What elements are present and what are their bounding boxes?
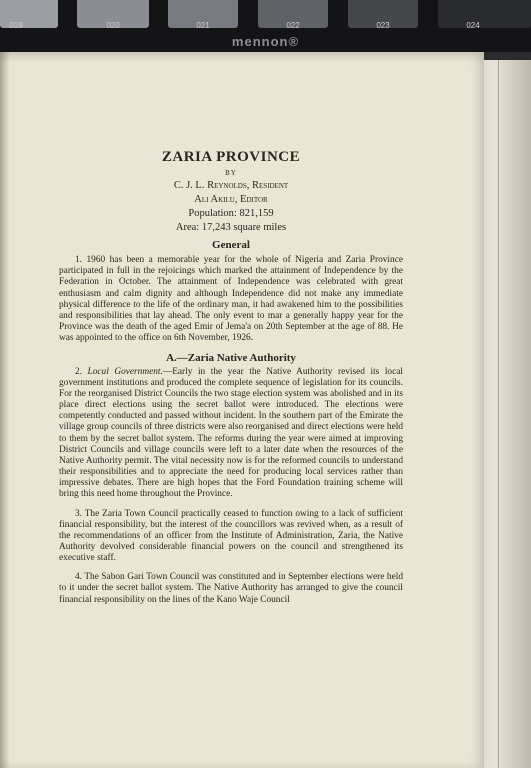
patch-label: 020 (106, 21, 120, 30)
population-line: Population: 821,159 (188, 208, 274, 219)
editor-line: Ali Akilu, Editor (194, 194, 268, 205)
paragraph-4: 4. The Sabon Gari Town Council was constituted and in September elections were held to it under the secret ballot system. The Native Authority has arranged to give the council financial responsibility on the lines of the Kano Waje Council (59, 572, 403, 605)
byline-by: BY (225, 169, 237, 177)
patch-label: 019 (9, 21, 23, 30)
area-line: Area: 17,243 square miles (175, 222, 287, 233)
paragraph-2-subtitle: Local Government. (87, 366, 163, 377)
page-gutter-shadow (0, 52, 10, 768)
paragraph-2 (59, 367, 403, 501)
patch-label: 022 (286, 21, 300, 30)
paragraph-3: 3. The Zaria Town Council practically ceased to function owing to a lack of sufficient financial responsibility, but the interest of the councillors was revived when, as a result of the recommendations of an officer from the Institute of Administration, Zaria, the Native Authority devolved considerable financial powers on the council and strengthened its executive staff. (59, 508, 403, 564)
paragraph-2-body: —Early in the year the Native Authority revised its local government institutions and produced the complete sequence of legislation for its councils. For the reorganised District Councils the two stage election system was abolished and in its place direct elections using the secret ballot were introduced. The elections were competently conducted and passed without incident. In the southern part of the Emirate the village group councils of three districts were also reorganised and direct elections were held to them by the secret ballot system. The reforms during the year were aimed at improving District Councils and village councils were left to a later date when the resources of the Native Authority permit. The vital necessity now is for the reformed councils to understand their responsibilities and to appreciate the need for producing local services rather than impressive debates. There are high hopes that the Ford Foundation training scheme will bring this need home throughout the Province. (59, 366, 403, 500)
brand-logo: mennon® (231, 34, 300, 49)
document-title: ZARIA PROVINCE (161, 149, 301, 165)
patch-label: 023 (376, 21, 390, 30)
heading-general: General (212, 239, 250, 251)
calibration-strip (0, 0, 531, 52)
patch-label: 021 (196, 21, 210, 30)
page-content (59, 97, 403, 606)
paragraph-2-number: 2. (75, 366, 88, 377)
heading-native-authority: A.—Zaria Native Authority (166, 351, 296, 364)
patch-label: 024 (466, 21, 480, 30)
paragraph-1: 1. 1960 has been a memorable year for the whole of Nigeria and Zaria Province participated in full in the rejoicings which marked the attainment of Independence by the Federation in October. The attainment of Independence was celebrated with great enthusiasm and calm dignity and although Independence did not make any immediate physical difference to the life of the ordinary man, it had awakened him to the possibilities and responsibilities that lay ahead. The only event to mar a generally happy year for the Province was the death of the aged Emir of Jema'a on 20th September at the age of 88. He was appointed to the office on 6th November, 1926. (59, 255, 403, 344)
author-line: C. J. L. Reynolds, Resident (173, 180, 289, 191)
